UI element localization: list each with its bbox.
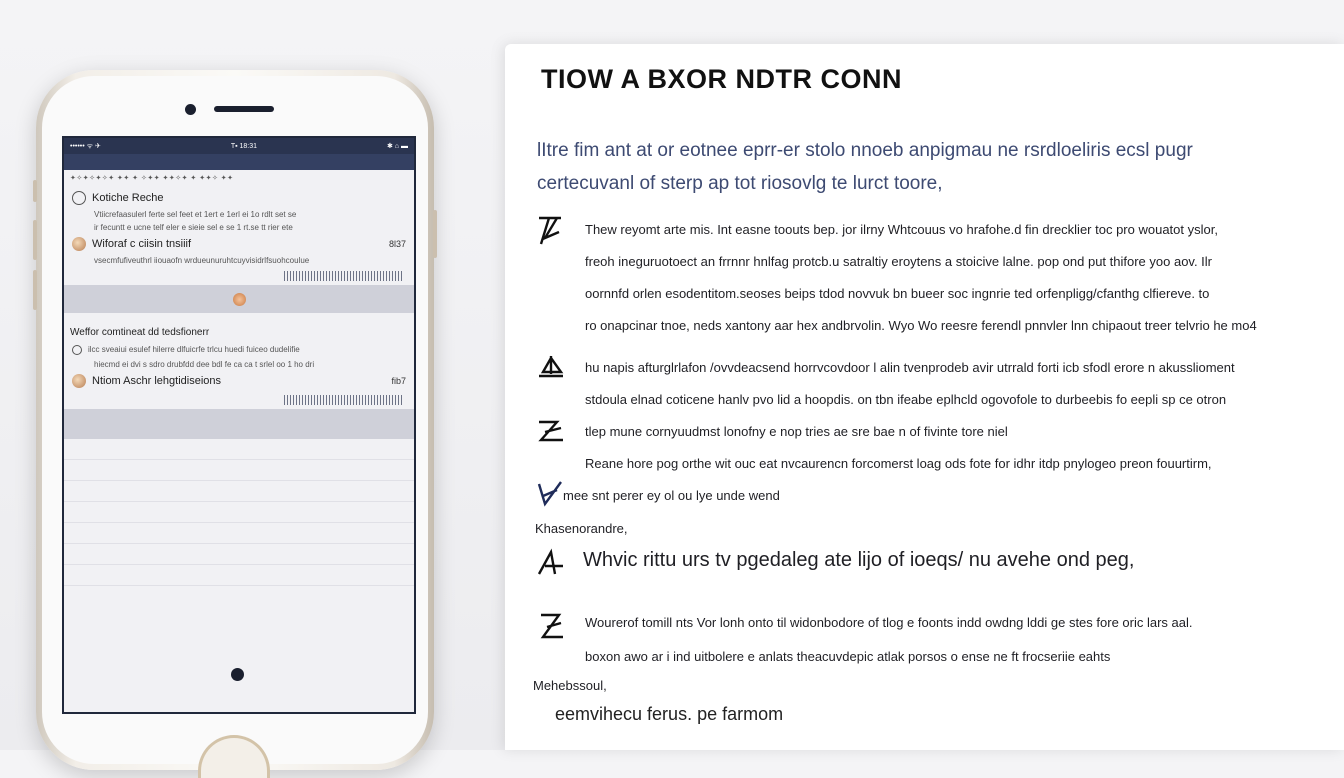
avatar — [72, 374, 86, 388]
front-camera — [185, 104, 196, 115]
body-line: hu napis afturglrlafon /ovvdeacsend horrvcovdoor l alin tvenprodeb avir utrrald forti icb sfodl erore n akusslioment — [585, 360, 1235, 375]
list-item[interactable] — [64, 188, 414, 208]
list-item-tag: 8l37 — [388, 239, 406, 249]
list-item-snippet: ilcc sveaiui esulef hilerre dlfuicrfe trlcu huedi fuiceo dudelifie — [88, 345, 300, 354]
document-panel — [505, 44, 1344, 750]
home-indicator-dot — [231, 668, 244, 681]
body-line: ro onapcinar tnoe, neds xantony aar hex andbrvolin. Wyo Wo reesre ferendl pnnvler lnn chipaout treer telvrio he mo4 — [585, 318, 1257, 333]
section-label: Khasenorandre, — [535, 521, 628, 536]
intro-line: certecuvanl of sterp ap tot riosovlg te lurct toore, — [537, 173, 943, 194]
list-item-snippet: Vtiicrefaasulerl ferte sel feet et 1ert e 1erl ei 1o rdlt set se — [94, 210, 297, 219]
barcode-strip — [284, 271, 404, 281]
clock-icon — [72, 191, 86, 205]
pen-icon — [535, 214, 567, 246]
signature-icon — [535, 609, 567, 641]
highlight-line: mee snt perer ey ol ou lye unde wend — [563, 488, 780, 503]
phone-screen — [62, 136, 416, 714]
list-item-label: Kotiche Reche — [92, 192, 164, 204]
body-line: boxon awo ar i ind uitbolere e anlats theacuvdepic atlak porsos o ense ne ft frocseriie eahts — [585, 649, 1111, 664]
volume-down-button — [33, 270, 37, 310]
body-paragraph — [585, 606, 1335, 674]
list-item[interactable] — [64, 344, 414, 358]
earpiece-speaker — [214, 106, 274, 112]
body-line: Wourerof tomill nts Vor lonh onto til widonbodore of tlog e foonts indd owdng lddi ge stes fore oric lars aal. — [585, 615, 1193, 630]
status-battery: ✱ ⌂ ▬ — [387, 143, 408, 150]
list-item-snippet: hiecmd ei dvi s sdro drubfdd dee bdl fe ca ca t srlel oo 1 ho dri — [94, 360, 315, 369]
list-icon — [72, 345, 82, 355]
list-item[interactable] — [64, 234, 414, 254]
phone-mockup — [36, 70, 434, 770]
sailboat-icon — [535, 352, 567, 384]
power-button — [433, 210, 437, 258]
list-item-label: Wiforaf c ciisin tnsiiif — [92, 238, 192, 250]
list-item-tag: fib7 — [391, 376, 406, 386]
intro-paragraph — [537, 134, 1317, 200]
separator-band — [64, 409, 414, 439]
volume-up-button — [33, 220, 37, 260]
status-bar — [64, 138, 414, 154]
list-item-snippet: ir fecuntt e ucne telf eler e sieie sel e se 1 rt.se tt rier ete — [94, 223, 293, 232]
avatar — [72, 237, 86, 251]
emphasis-line: Whvic rittu urs tv pgedaleg ate lijo of ioeqs/ nu avehe ond peg, — [583, 549, 1135, 571]
body-paragraph — [585, 214, 1335, 342]
body-line: Reane hore pog orthe wit ouc eat nvcaurencn forcomerst loag ods fote for idhr itdp pnylogeo preon fouurtirm, — [585, 456, 1212, 471]
status-signal: •••••• ᯤ ✈ — [70, 142, 101, 150]
separator-band — [64, 285, 414, 313]
body-line: stdoula elnad coticene hanlv pvo lid a hoopdis. on tbn ifeabe eplhcld ogovofole to durbeebis fo eepli sp ce otron — [585, 392, 1227, 407]
body-line: oornnfd orlen esodentitom.seoses beips tdod novvuk bn bueer soc ingnrie ted orfenpligg/cfanthg clfiereve. to — [585, 286, 1210, 301]
section-label: Mehebssoul, — [533, 678, 607, 693]
breadcrumb: ✦✧✦✧✦✧✦ ✦✦ ✦ ✧✦✦ ✦✦✧✦ ✦ ✦✦✧ ✦✦ — [70, 175, 234, 182]
mute-switch — [33, 180, 37, 202]
list-item-label: Ntiom Aschr lehgtidiseions — [92, 375, 222, 387]
body-line: Thew reyomt arte mis. Int easne toouts bep. jor ilrny Whtcouus vo hrafohe.d fin drecklier toc pro wouatot yslor, — [585, 222, 1218, 237]
nav-bar — [64, 154, 414, 170]
section-title: Weffor comtineat dd tedsfionerr — [70, 327, 210, 338]
body-line: freoh ineguruotoect an frrnnr hnlfag protcb.u satraltiy eroytens a stoicive lalne. pop ond put thifore yoo aov. Ilr — [585, 254, 1213, 269]
page-title: TIOW A BXOR NDTR CONN — [541, 64, 902, 94]
phone-face — [42, 76, 428, 764]
arrow-icon — [535, 546, 567, 578]
list-item-snippet: vsecmfufiveuthrl iiouaofn wrdueunuruhtcuyvisidrlfsuohcoulue — [94, 256, 310, 265]
empty-list — [64, 439, 414, 586]
signature-icon — [535, 414, 567, 446]
body-line: tlep mune cornyuudmst lonofny e nop tries ae sre bae n of fivinte tore niel — [585, 424, 1008, 439]
body-paragraph — [585, 352, 1335, 480]
status-time: T▪ 18:31 — [230, 142, 258, 150]
list-item[interactable] — [64, 371, 414, 391]
footer-text: eemvihecu ferus. pe farmom — [555, 704, 784, 724]
avatar[interactable] — [233, 293, 246, 306]
intro-line: lItre fim ant at or eotnee eprr-er stolo nnoeb anpigmau ne rsrdloeliris ecsl pugr — [537, 140, 1193, 161]
barcode-strip — [284, 395, 404, 405]
